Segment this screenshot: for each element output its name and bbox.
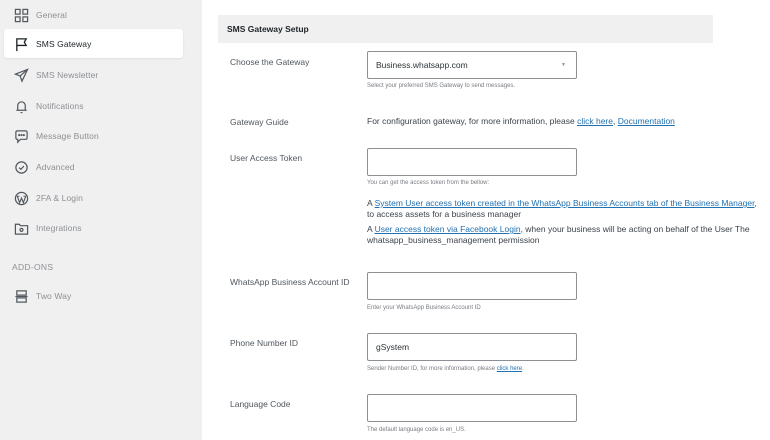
token-label: User Access Token [230, 153, 303, 163]
sidebar-item-general[interactable] [4, 0, 183, 29]
grid-icon [13, 7, 29, 23]
sidebar-item-label: SMS Gateway [36, 38, 92, 49]
gateway-help: Select your preferred SMS Gateway to send messages. [367, 83, 516, 89]
sidebar-item-sms-newsletter[interactable] [4, 60, 183, 89]
sidebar-item-label: SMS Newsletter [36, 69, 99, 80]
chat-bubble-icon [13, 128, 29, 144]
wordpress-icon [13, 190, 29, 206]
send-icon [13, 67, 29, 83]
bell-icon [13, 98, 29, 114]
phone-id-help [367, 366, 524, 372]
account-id-input[interactable] [367, 272, 577, 300]
token-input[interactable] [367, 148, 577, 176]
sidebar-item-label: Two Way [36, 290, 72, 301]
phone-id-help-prefix: Sender Number ID, for more information, please [367, 366, 497, 372]
sidebar-item-advanced[interactable] [4, 152, 183, 181]
documentation-link[interactable]: Documentation [617, 116, 675, 126]
token-line1-suffix: , to access assets for a business manager [367, 198, 757, 219]
phone-id-help-suffix: . [522, 366, 524, 372]
section-title: SMS Gateway Setup [227, 24, 309, 34]
sidebar-item-label: Integrations [36, 222, 82, 233]
section-header [218, 15, 713, 43]
language-label: Language Code [230, 399, 291, 409]
sidebar-item-message-button[interactable] [4, 121, 183, 150]
folder-gear-icon [13, 220, 29, 236]
language-input[interactable] [367, 394, 577, 422]
sidebar [0, 0, 200, 440]
language-help: The default language code is en_US. [367, 427, 466, 433]
chevron-down-icon: ▼ [561, 62, 566, 68]
sidebar-item-2fa-login[interactable] [4, 183, 183, 212]
token-help: You can get the access token from the bellow: [367, 180, 490, 186]
gateway-select-value: Business.whatsapp.com [376, 60, 468, 70]
token-info-line-1 [367, 198, 757, 220]
guide-separator: , [613, 116, 618, 126]
token-line2-prefix: A [367, 224, 375, 234]
addons-heading: ADD-ONS [12, 262, 54, 272]
two-way-icon [13, 288, 29, 304]
sidebar-item-notifications[interactable] [4, 91, 183, 120]
main-panel [202, 0, 770, 440]
sidebar-item-label: Message Button [36, 130, 99, 141]
phone-id-input[interactable] [367, 333, 577, 361]
flag-icon [13, 36, 29, 52]
sidebar-item-label: General [36, 9, 67, 20]
phone-id-click-here-link[interactable]: click here [496, 366, 523, 372]
facebook-login-token-link[interactable]: User access token via Facebook Login [374, 224, 521, 234]
guide-label: Gateway Guide [230, 117, 289, 127]
token-line1-prefix: A [367, 198, 375, 208]
system-user-token-link[interactable]: System User access token created in the WhatsApp Business Accounts tab of the Business Manager [374, 198, 755, 208]
guide-text [367, 116, 675, 127]
guide-click-here-link[interactable]: click here [577, 116, 613, 126]
phone-id-label: Phone Number ID [230, 338, 299, 348]
sidebar-item-integrations[interactable] [4, 213, 183, 242]
guide-text-prefix: For configuration gateway, for more information, please [367, 116, 578, 126]
token-info-line-2 [367, 224, 767, 246]
sidebar-item-sms-gateway[interactable] [4, 29, 183, 58]
sidebar-item-label: Notifications [36, 100, 84, 111]
sidebar-item-label: 2FA & Login [36, 192, 83, 203]
account-id-label: WhatsApp Business Account ID [230, 277, 350, 287]
check-badge-icon [13, 159, 29, 175]
sidebar-item-two-way[interactable] [4, 281, 183, 310]
gateway-label: Choose the Gateway [230, 57, 310, 67]
token-line2-suffix: , when your business will be acting on behalf of the User The whatsapp_business_management permission [367, 224, 750, 245]
account-id-help: Enter your WhatsApp Business Account ID [367, 305, 481, 311]
sidebar-item-label: Advanced [36, 161, 75, 172]
gateway-select[interactable] [367, 51, 577, 79]
phone-id-input-value: gSystem [376, 342, 410, 352]
